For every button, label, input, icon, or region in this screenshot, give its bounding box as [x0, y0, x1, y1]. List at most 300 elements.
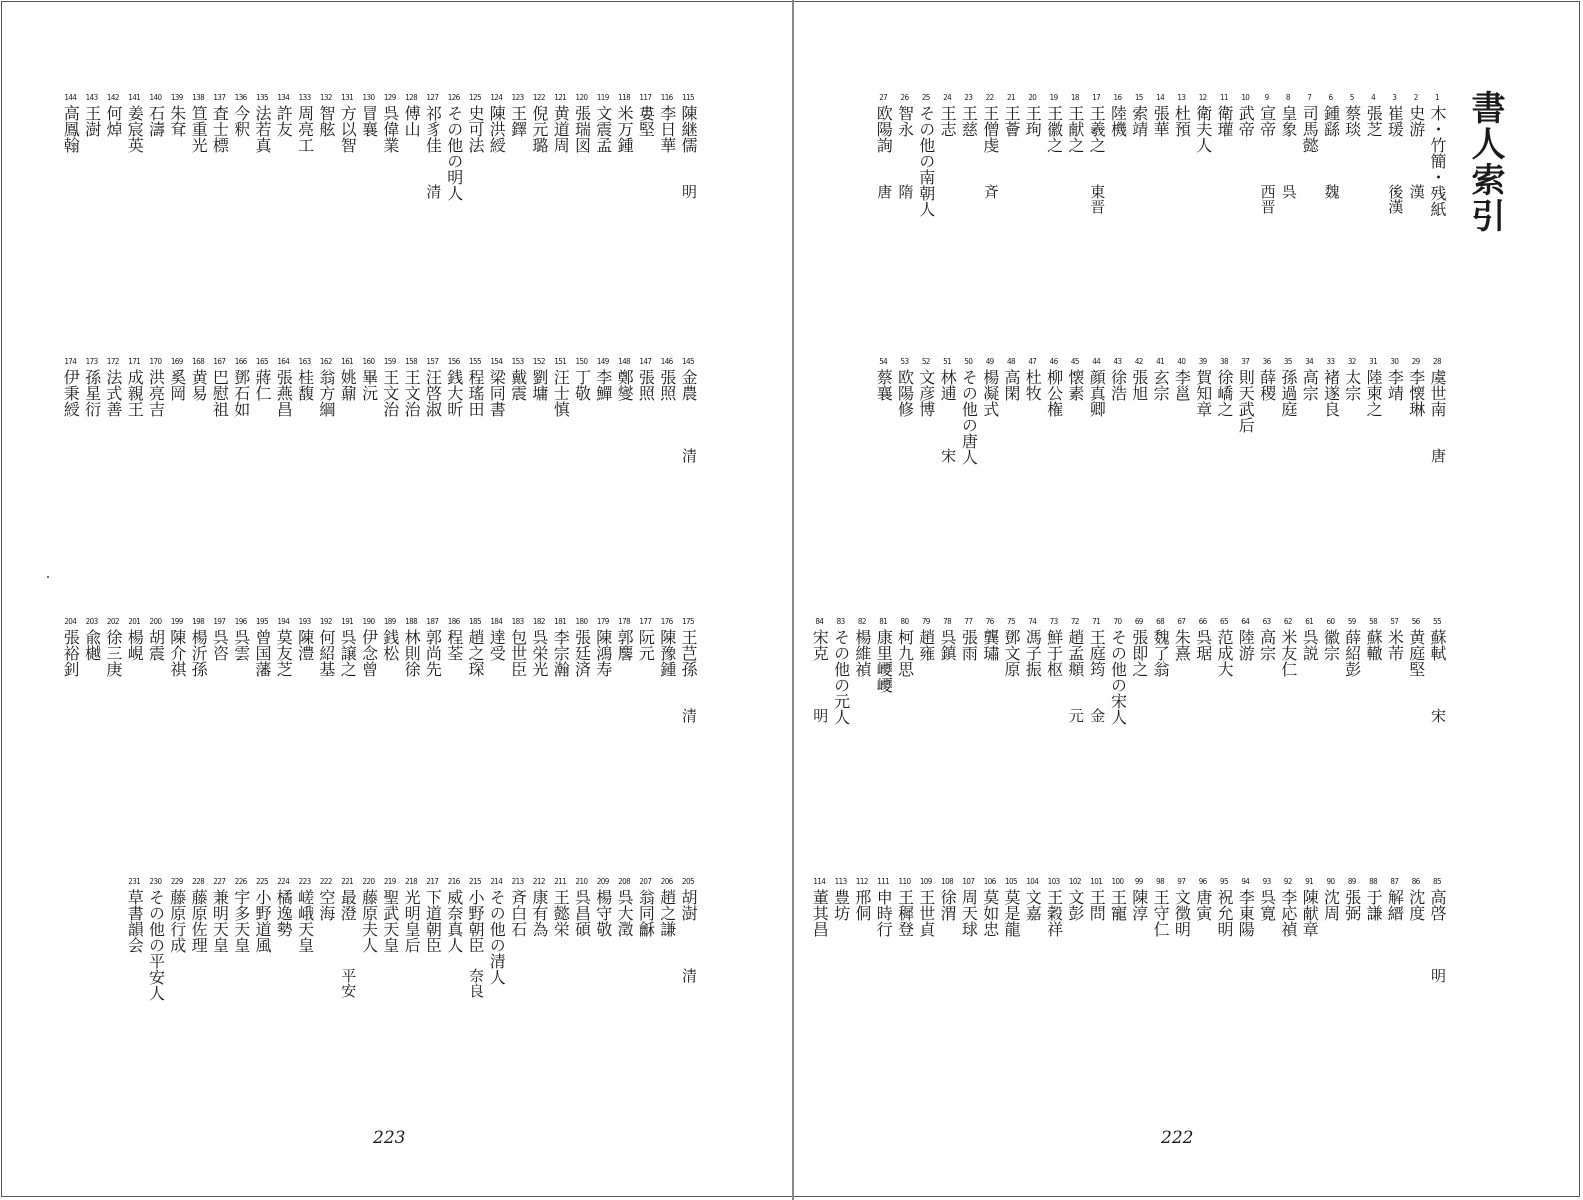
- entry-name: 陳継儒: [679, 105, 698, 153]
- entry-number: 99: [1134, 877, 1143, 886]
- entry-number: 196: [234, 617, 247, 626]
- entry-name: 賀知章: [1193, 369, 1213, 417]
- entry-name: 史可法: [466, 105, 485, 153]
- entry-number: 217: [426, 877, 439, 886]
- entry-name: 王志: [938, 105, 958, 137]
- entry-name: 張雨: [959, 629, 979, 661]
- entry-number: 106: [983, 877, 996, 886]
- entry-name: 王穉登: [895, 889, 915, 937]
- entry-number: 229: [170, 877, 183, 886]
- entry-number: 124: [490, 93, 503, 102]
- index-entry: [1043, 876, 1065, 937]
- entry-name: 徐三庚: [103, 629, 123, 677]
- index-entry: [358, 616, 380, 677]
- index-entry: [1170, 92, 1192, 137]
- era-label: 清: [680, 968, 698, 983]
- entry-number: 7: [1307, 93, 1312, 102]
- entry-number: 141: [128, 93, 141, 102]
- index-entry: [166, 92, 188, 137]
- entry-number: 80: [900, 617, 909, 626]
- entry-name: 王文治: [380, 369, 400, 417]
- entry-number: 169: [170, 357, 183, 366]
- entry-name: 程荃: [444, 629, 464, 661]
- index-entry: [656, 876, 678, 937]
- entry-name: 龔璛: [980, 629, 1000, 661]
- entry-number: 163: [298, 357, 311, 366]
- entry-name: 楊凝式: [980, 369, 1000, 417]
- entry-number: 139: [170, 93, 183, 102]
- index-entry: [1213, 616, 1235, 677]
- entry-number: 231: [128, 877, 141, 886]
- entry-number: 63: [1262, 617, 1271, 626]
- index-entry: [145, 356, 167, 417]
- entry-name: 張旭: [1129, 369, 1149, 401]
- entry-number: 208: [618, 877, 631, 886]
- entry-number: 73: [1049, 617, 1058, 626]
- index-entry: [443, 92, 465, 201]
- entry-number: 88: [1369, 877, 1378, 886]
- entry-name: 智舷: [316, 105, 336, 137]
- entry-number: 204: [64, 617, 77, 626]
- entry-number: 51: [943, 357, 952, 366]
- entry-name: 蔡襄: [874, 369, 894, 401]
- entry-number: 59: [1347, 617, 1356, 626]
- index-entry: [443, 876, 465, 953]
- index-entry: [123, 356, 145, 417]
- entry-name: 陳洪綬: [487, 105, 507, 153]
- entry-number: 70: [1113, 617, 1122, 626]
- era-label: 東晋: [1088, 184, 1107, 214]
- entry-name: 徽宗: [1321, 629, 1341, 661]
- index-entry: [677, 876, 699, 921]
- index-entry: [1341, 876, 1363, 921]
- entry-name: 洪亮吉: [146, 369, 166, 417]
- entry-number: 67: [1177, 617, 1186, 626]
- era-label: 宋: [1429, 708, 1447, 723]
- index-entry: [145, 876, 167, 1001]
- entry-number: 69: [1134, 617, 1143, 626]
- entry-name: 趙雍: [916, 629, 936, 661]
- entry-number: 64: [1241, 617, 1250, 626]
- entry-number: 102: [1068, 877, 1081, 886]
- entry-name: 法若真: [253, 105, 272, 153]
- entry-number: 133: [298, 93, 311, 102]
- entry-number: 44: [1092, 357, 1101, 366]
- index-entry: [1362, 876, 1384, 921]
- entry-number: 101: [1090, 877, 1103, 886]
- entry-number: 117: [639, 93, 652, 102]
- entry-name: 索靖: [1129, 105, 1149, 137]
- entry-number: 53: [900, 357, 909, 366]
- index-entry: [851, 616, 873, 677]
- entry-number: 129: [383, 93, 396, 102]
- entry-number: 121: [554, 93, 567, 102]
- entry-number: 191: [341, 617, 354, 626]
- era-label: 魏: [1322, 184, 1341, 199]
- entry-name: 呉咨: [210, 629, 230, 661]
- index-entry: [979, 356, 1001, 417]
- entry-number: 207: [639, 877, 652, 886]
- index-entry: [1383, 876, 1405, 921]
- index-entry: [443, 356, 465, 417]
- entry-number: 39: [1198, 357, 1207, 366]
- entry-name: 李応禎: [1278, 889, 1298, 937]
- entry-number: 122: [532, 93, 545, 102]
- index-entry: [634, 92, 656, 137]
- entry-name: 文震孟: [593, 105, 613, 153]
- index-entry: [379, 616, 401, 661]
- entry-number: 178: [618, 617, 631, 626]
- entry-number: 128: [405, 93, 418, 102]
- index-entry: [358, 92, 380, 137]
- index-entry: [613, 356, 635, 401]
- index-entry: [528, 876, 550, 937]
- entry-name: 李東陽: [1236, 889, 1256, 937]
- page-number-left: 223: [373, 1128, 406, 1148]
- entry-name: 史游: [1406, 105, 1426, 137]
- index-entry: [1064, 92, 1086, 153]
- entry-name: 呉琚: [1193, 629, 1213, 661]
- index-entry: [1170, 356, 1192, 401]
- entry-number: 184: [490, 617, 503, 626]
- entry-name: 徐嶠之: [1215, 369, 1234, 417]
- index-entry: [102, 92, 124, 137]
- entry-number: 3: [1392, 93, 1397, 102]
- index-entry: [1277, 616, 1299, 677]
- index-entry: [507, 876, 529, 937]
- index-entry: [1149, 92, 1171, 137]
- entry-number: 190: [362, 617, 375, 626]
- era-label: 唐: [875, 184, 894, 199]
- index-entry: [59, 356, 81, 417]
- index-entry: [81, 92, 103, 137]
- entry-number: 94: [1241, 877, 1250, 886]
- entry-name: 杜牧: [1023, 369, 1043, 401]
- index-entry: [315, 356, 337, 417]
- index-entry: [634, 876, 656, 937]
- entry-number: 65: [1220, 617, 1228, 626]
- entry-name: 王守仁: [1151, 889, 1171, 937]
- entry-name: 宇多天皇: [231, 889, 251, 953]
- entry-name: 莫友芝: [274, 629, 294, 677]
- index-entry: [230, 92, 252, 137]
- entry-number: 176: [660, 617, 673, 626]
- index-title: 書人索引: [1465, 90, 1505, 234]
- entry-name: 張瑞図: [572, 105, 592, 153]
- index-entry: [1192, 616, 1214, 661]
- entry-number: 220: [362, 877, 375, 886]
- entry-number: 2: [1413, 93, 1418, 102]
- index-entry: [81, 616, 103, 661]
- index-entry: [507, 92, 529, 137]
- index-entry: [1192, 356, 1214, 417]
- entry-name: 李靖: [1385, 369, 1405, 401]
- entry-name: 衛夫人: [1193, 105, 1213, 153]
- index-entry: [656, 616, 678, 677]
- entry-name: その他の清人: [487, 889, 507, 985]
- index-entry: [208, 876, 230, 953]
- entry-name: 何紹基: [316, 629, 336, 677]
- era-label: 清: [680, 708, 698, 723]
- index-entry: [1362, 356, 1384, 417]
- entry-number: 20: [1028, 93, 1037, 102]
- entry-name: 沈度: [1406, 889, 1426, 921]
- index-entry: [1405, 616, 1427, 677]
- index-entry: [979, 92, 1001, 153]
- index-entry: [851, 876, 873, 921]
- entry-name: 王問: [1087, 889, 1107, 921]
- entry-number: 12: [1198, 93, 1207, 102]
- entry-number: 98: [1156, 877, 1165, 886]
- entry-name: 孫星衍: [82, 369, 102, 417]
- paper-speck: [47, 576, 49, 578]
- entry-name: 程瑤田: [466, 369, 485, 417]
- index-entry: [1107, 616, 1129, 725]
- index-entry: [677, 616, 699, 677]
- index-entry: [1320, 616, 1342, 661]
- index-entry: [421, 92, 443, 153]
- index-entry: [872, 92, 894, 153]
- entry-number: 62: [1283, 617, 1292, 626]
- entry-number: 175: [682, 617, 694, 626]
- entry-name: 王澍: [82, 105, 102, 137]
- index-entry: [1256, 876, 1278, 921]
- entry-name: 楊維禎: [852, 629, 872, 677]
- entry-number: 212: [532, 877, 545, 886]
- entry-name: その他の明人: [444, 105, 464, 201]
- entry-number: 226: [234, 877, 247, 886]
- entry-number: 157: [426, 357, 439, 366]
- entry-name: 呉譲之: [338, 629, 358, 677]
- entry-number: 192: [319, 617, 332, 626]
- entry-number: 48: [1007, 357, 1015, 366]
- entry-number: 5: [1349, 93, 1354, 102]
- index-entry: [421, 876, 443, 953]
- entry-name: その他の平安人: [146, 889, 166, 1001]
- index-entry: [1213, 356, 1235, 417]
- index-entry: [315, 616, 337, 677]
- entry-name: 李邕: [1172, 369, 1192, 401]
- index-entry: [1320, 876, 1342, 921]
- entry-name: 奚岡: [167, 369, 187, 401]
- entry-name: 衛瓘: [1215, 105, 1234, 137]
- entry-name: 冒襄: [359, 105, 379, 137]
- entry-name: 司馬懿: [1300, 105, 1320, 153]
- entry-number: 165: [256, 357, 268, 366]
- index-entry: [1085, 92, 1107, 153]
- entry-name: 武帝: [1236, 105, 1256, 137]
- entry-name: 文嘉: [1023, 889, 1043, 921]
- entry-number: 71: [1092, 617, 1101, 626]
- entry-number: 228: [192, 877, 205, 886]
- entry-name: 朱熹: [1172, 629, 1192, 661]
- entry-number: 120: [575, 93, 588, 102]
- entry-number: 158: [405, 357, 418, 366]
- entry-name: 王徽之: [1044, 105, 1064, 153]
- index-entry: [400, 356, 422, 417]
- entry-name: 張弼: [1342, 889, 1362, 921]
- index-entry: [894, 876, 916, 937]
- entry-name: 阮元: [636, 629, 656, 661]
- entry-number: 202: [106, 617, 119, 626]
- entry-number: 135: [256, 93, 268, 102]
- entry-name: 王慈: [959, 105, 979, 137]
- entry-number: 28: [1433, 357, 1441, 366]
- era-label: 隋: [896, 184, 915, 199]
- entry-name: 趙之謙: [657, 889, 677, 937]
- entry-name: 王寵: [1108, 889, 1128, 921]
- index-entry: [1362, 92, 1384, 137]
- entry-number: 205: [682, 877, 694, 886]
- era-label: 清: [424, 184, 443, 199]
- index-entry: [1405, 92, 1427, 137]
- entry-name: 方以智: [338, 105, 358, 153]
- entry-number: 36: [1262, 357, 1271, 366]
- entry-name: 郭麐: [615, 629, 635, 661]
- index-entry: [634, 356, 656, 401]
- entry-name: 王珣: [1023, 105, 1043, 137]
- index-entry: [1426, 92, 1448, 217]
- index-entry: [1383, 616, 1405, 661]
- entry-number: 210: [575, 877, 588, 886]
- entry-name: 林則徐: [402, 629, 422, 677]
- entry-name: 呉寛: [1257, 889, 1277, 921]
- entry-name: 郭尚先: [423, 629, 443, 677]
- index-entry: [1298, 876, 1320, 937]
- entry-number: 96: [1198, 877, 1207, 886]
- entry-name: 陳献章: [1300, 889, 1320, 937]
- era-label: 漢: [1407, 184, 1426, 199]
- entry-number: 45: [1070, 357, 1079, 366]
- entry-number: 221: [341, 877, 354, 886]
- entry-number: 75: [1007, 617, 1015, 626]
- entry-number: 108: [941, 877, 954, 886]
- entry-name: 王庭筠: [1087, 629, 1107, 677]
- entry-name: 斉白石: [508, 889, 528, 937]
- entry-name: 張燕昌: [274, 369, 294, 417]
- entry-number: 112: [855, 877, 868, 886]
- entry-name: 鄧石如: [231, 369, 251, 417]
- entry-number: 47: [1028, 357, 1037, 366]
- index-entry: [1064, 356, 1086, 401]
- entry-name: 陸游: [1236, 629, 1256, 661]
- index-entry: [936, 356, 958, 401]
- entry-number: 140: [149, 93, 162, 102]
- entry-number: 131: [341, 93, 354, 102]
- entry-number: 87: [1390, 877, 1399, 886]
- entry-name: 文彭: [1065, 889, 1085, 921]
- index-entry: [145, 616, 167, 661]
- index-entry: [957, 356, 979, 465]
- entry-name: 董其昌: [810, 889, 830, 937]
- entry-name: 唐寅: [1193, 889, 1213, 921]
- entry-number: 33: [1326, 357, 1335, 366]
- entry-number: 162: [319, 357, 332, 366]
- entry-name: 下道朝臣: [423, 889, 443, 953]
- entry-name: 李日華: [657, 105, 677, 153]
- entry-name: 傅山: [402, 105, 422, 137]
- index-entry: [894, 356, 916, 417]
- entry-number: 137: [213, 93, 226, 102]
- entry-name: 皇象: [1278, 105, 1298, 137]
- entry-name: 張照: [657, 369, 677, 401]
- entry-number: 166: [234, 357, 247, 366]
- entry-number: 209: [596, 877, 609, 886]
- index-entry: [272, 616, 294, 677]
- entry-name: 米友仁: [1278, 629, 1298, 677]
- index-entry: [123, 876, 145, 953]
- entry-number: 167: [213, 357, 226, 366]
- entry-name: 空海: [316, 889, 336, 921]
- index-entry: [443, 616, 465, 661]
- entry-number: 113: [834, 877, 847, 886]
- index-entry: [485, 616, 507, 661]
- entry-name: 莫如忠: [980, 889, 1000, 937]
- index-entry: [1234, 616, 1256, 661]
- index-entry: [464, 92, 486, 153]
- index-entry: [830, 616, 852, 725]
- entry-number: 103: [1047, 877, 1060, 886]
- entry-number: 225: [256, 877, 268, 886]
- index-entry: [677, 92, 699, 153]
- index-entry: [464, 876, 486, 953]
- index-entry: [1170, 876, 1192, 937]
- entry-name: 黄庭堅: [1406, 629, 1426, 677]
- index-entry: [123, 92, 145, 153]
- entry-number: 154: [490, 357, 503, 366]
- index-entry: [272, 92, 294, 137]
- entry-name: 柯九思: [895, 629, 915, 677]
- index-entry: [872, 876, 894, 937]
- entry-number: 151: [554, 357, 567, 366]
- entry-number: 83: [836, 617, 845, 626]
- entry-number: 91: [1305, 877, 1314, 886]
- entry-number: 149: [596, 357, 609, 366]
- entry-name: 周亮工: [295, 105, 315, 153]
- index-entry: [507, 356, 529, 401]
- entry-number: 227: [213, 877, 226, 886]
- entry-name: 姚鼐: [338, 369, 358, 401]
- index-entry: [1383, 356, 1405, 401]
- entry-number: 126: [447, 93, 460, 102]
- index-entry: [272, 876, 294, 937]
- entry-name: 曾国藩: [253, 629, 272, 677]
- index-entry: [957, 92, 979, 137]
- entry-name: 達受: [487, 629, 507, 661]
- index-entry: [166, 876, 188, 953]
- entry-number: 181: [554, 617, 567, 626]
- entry-name: 胡震: [146, 629, 166, 661]
- entry-name: 藤原行成: [167, 889, 187, 953]
- index-entry: [915, 92, 937, 217]
- entry-number: 143: [85, 93, 98, 102]
- index-entry: [528, 616, 550, 677]
- entry-name: 蘇軾: [1428, 629, 1447, 661]
- entry-number: 146: [660, 357, 673, 366]
- index-entry: [1021, 356, 1043, 401]
- era-label: 清: [680, 448, 698, 463]
- index-entry: [1426, 876, 1448, 921]
- entry-name: 王羲之: [1087, 105, 1107, 153]
- entry-name: 張照: [636, 369, 656, 401]
- entry-name: 祁豸佳: [423, 105, 443, 153]
- index-entry: [979, 876, 1001, 937]
- index-entry: [1341, 356, 1363, 401]
- index-entry: [872, 356, 894, 401]
- entry-name: 呉大澂: [615, 889, 635, 937]
- entry-number: 159: [383, 357, 396, 366]
- entry-number: 116: [660, 93, 673, 102]
